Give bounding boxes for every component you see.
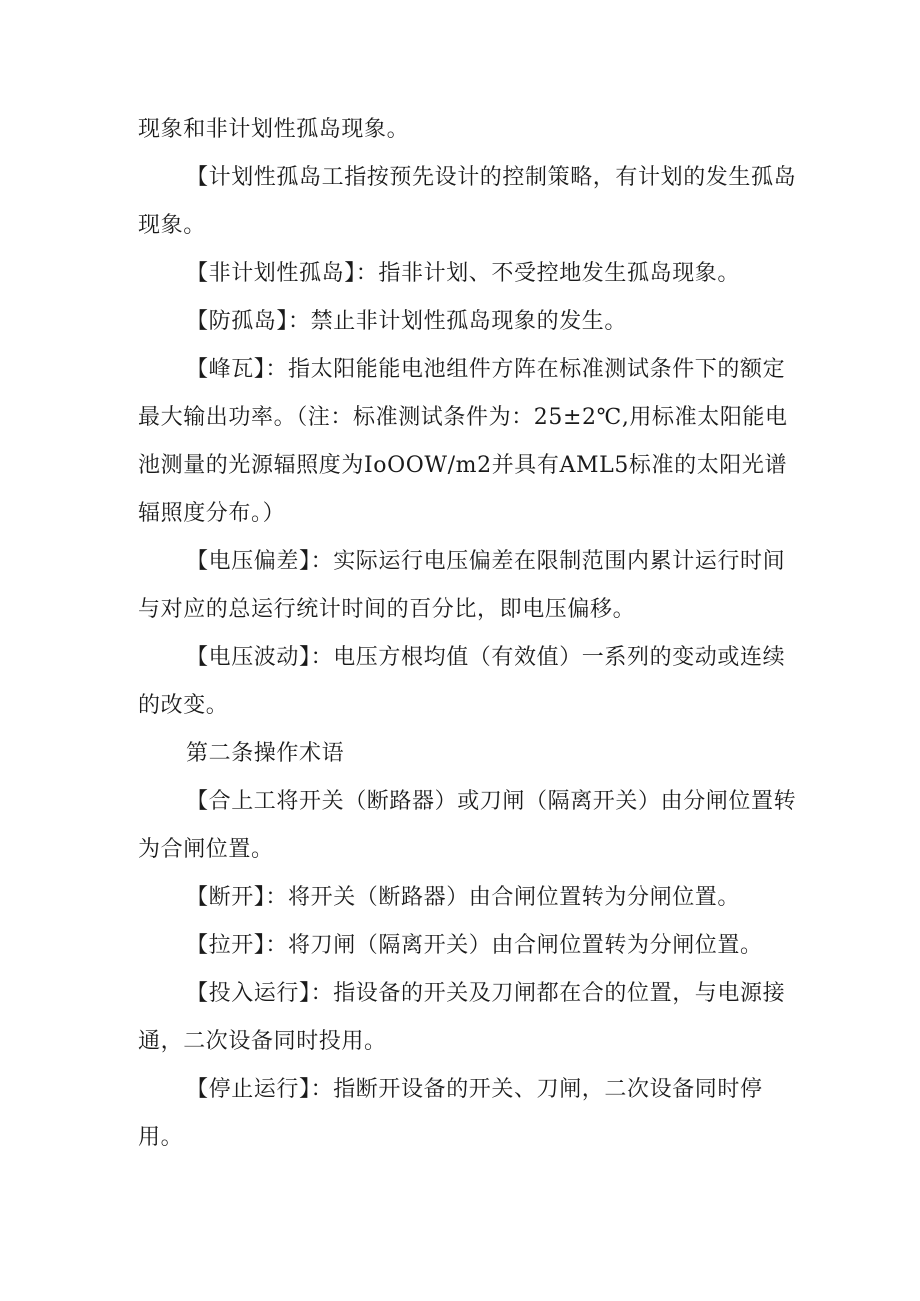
term-voltage-deviation: 【电压偏差】：实际运行电压偏差在限制范围内累计运行时间与对应的总运行统计时间的百分比，即电压偏移。 <box>138 549 786 622</box>
term-open-disconnector: 【拉开】：将刀闸（隔离开关）由合闸位置转为分闸位置。 <box>186 933 763 958</box>
paragraph-continuation: 现象和非计划性孤岛现象。 <box>138 117 410 142</box>
term-open-breaker: 【断开】：将开关（断路器）由合闸位置转为分闸位置。 <box>186 885 741 910</box>
term-peak-watt: 【峰瓦】：指太阳能能电池组件方阵在标准测试条件下的额定最大输出功率。（注：标准测试条件为：25±2℃,用标准太阳能电池测量的光源辐照度为IoOOW/m2并具有AML5标准的太阳光谱辐照度分布。） <box>138 357 788 526</box>
section-heading-operation-terms: 第二条操作术语 <box>186 741 345 766</box>
document-body <box>138 106 798 1162</box>
term-anti-island: 【防孤岛】：禁止非计划性孤岛现象的发生。 <box>186 309 628 334</box>
term-voltage-fluctuation: 【电压波动】：电压方根均值（有效值）一系列的变动或连续的改变。 <box>138 645 786 718</box>
term-stop-operation: 【停止运行】：指断开设备的开关、刀闸，二次设备同时停用。 <box>138 1077 763 1150</box>
term-put-into-operation: 【投入运行】：指设备的开关及刀闸都在合的位置，与电源接通，二次设备同时投用。 <box>138 981 786 1054</box>
term-planned-island: 【计划性孤岛工指按预先设计的控制策略，有计划的发生孤岛现象。 <box>138 165 797 238</box>
term-unplanned-island: 【非计划性孤岛】：指非计划、不受控地发生孤岛现象。 <box>186 261 741 286</box>
term-close: 【合上工将开关（断路器）或刀闸（隔离开关）由分闸位置转为合闸位置。 <box>138 789 797 862</box>
